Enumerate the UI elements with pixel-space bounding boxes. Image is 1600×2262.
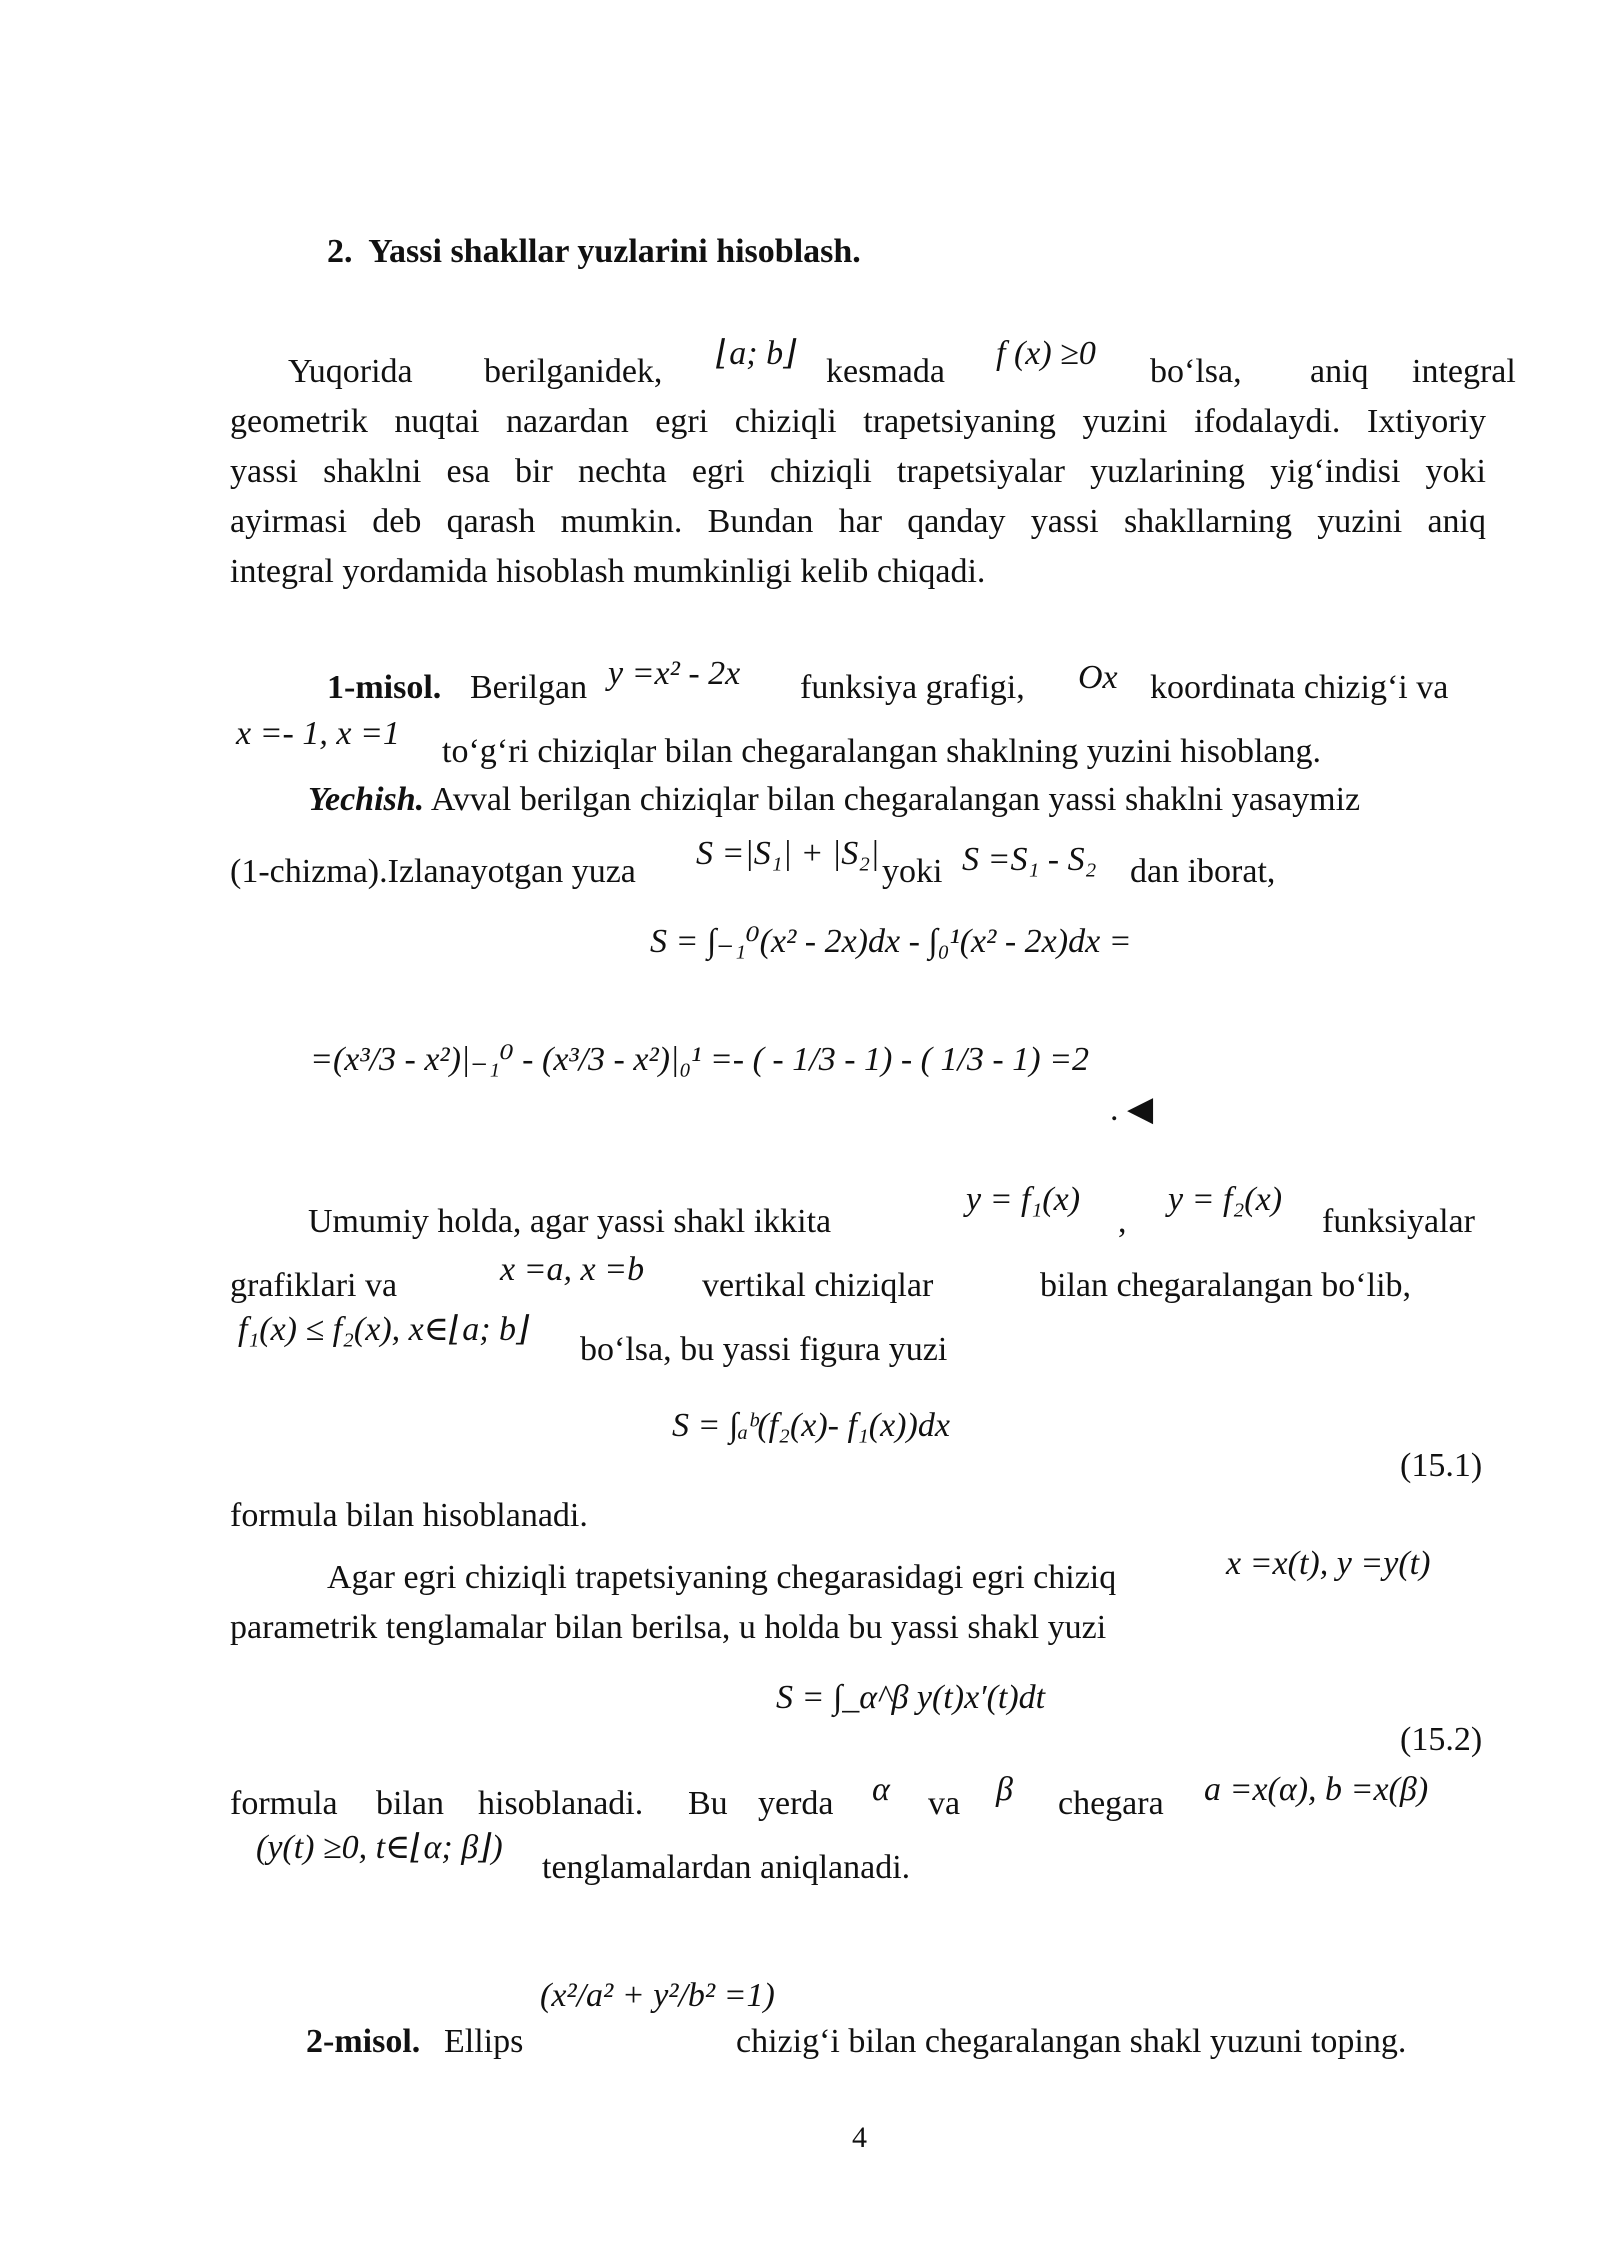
para1-word: berilganidek, <box>484 353 663 390</box>
general-text: bilan chegaralangan bo‘lib, <box>1040 1267 1412 1304</box>
section-number: 2. <box>327 233 353 270</box>
parametric-eq-math: x =x(t), y =y(t) <box>1226 1545 1431 1582</box>
comma: , <box>1118 1203 1127 1240</box>
para1-line: yassi shaklni esa bir nechta egri chiziqli trapetsiyalar yuzlarining yig‘indisi yoki <box>230 453 1486 490</box>
para1-line: ayirmasi deb qarash mumkin. Bundan har qanday yassi shakllarning yuzini aniq <box>230 503 1486 540</box>
section-heading <box>327 232 861 272</box>
example2-label: 2-misol. <box>306 2023 421 2060</box>
general-text: formula bilan hisoblanadi. <box>230 1497 588 1534</box>
example2-text: Ellips <box>444 2023 524 2060</box>
example1-text: Berilgan <box>470 669 588 706</box>
example1-text: (1-chizma).Izlanayotgan yuza <box>230 853 636 890</box>
bounds-math: a =x(α), b =x(β) <box>1204 1771 1429 1808</box>
page-number: 4 <box>852 2121 867 2154</box>
beta-math: β <box>996 1771 1013 1808</box>
result-formula: =(x³/3 - x²)|₋₁⁰ - (x³/3 - x²)|₀¹ =- ( - 1/3 - 1) - ( 1/3 - 1) =2 <box>310 1041 1090 1078</box>
function-math: y =x² - 2x <box>608 655 741 692</box>
vertical-lines-math: x =a, x =b <box>500 1251 645 1288</box>
general-text: funksiyalar <box>1322 1203 1475 1240</box>
general-text: Umumiy holda, agar yassi shakl ikkita <box>308 1203 832 1240</box>
parametric-word: yerda <box>758 1785 834 1822</box>
integral-formula: S = ∫₋₁⁰(x² - 2x)dx - ∫₀¹(x² - 2x)dx = <box>650 923 1132 960</box>
general-text: grafiklari va <box>230 1267 398 1304</box>
example1-label: 1-misol. <box>327 669 442 706</box>
parametric-word: Bu <box>688 1785 728 1822</box>
para1-word: kesmada <box>826 353 945 390</box>
parametric-word: bilan <box>376 1785 444 1822</box>
equation-number: (15.2) <box>1400 1721 1483 1758</box>
function2-math: y = f₂(x) <box>1168 1181 1283 1218</box>
positivity-condition-math: (y(t) ≥0, t∈⌊α; β⌋) <box>256 1829 503 1866</box>
solution-label: Yechish. <box>308 781 425 818</box>
para1-word: aniq <box>1310 353 1369 390</box>
example2-text: chizig‘i bilan chegaralangan shakl yuzuni toping. <box>736 2023 1407 2060</box>
parametric-word: hisoblanadi. <box>478 1785 644 1822</box>
solution-text: Avval berilgan chiziqlar bilan chegaralangan yassi shaklni yasaymiz <box>430 781 1361 818</box>
para1-word: integral <box>1412 353 1516 390</box>
para1-word: bo‘lsa, <box>1150 353 1242 390</box>
order-condition-math: f₁(x) ≤ f₂(x), x∈⌊a; b⌋ <box>238 1311 530 1348</box>
lines-math: x =- 1, x =1 <box>236 715 400 752</box>
area-formula-15-1: S = ∫ₐᵇ(f₂(x)- f₁(x))dx <box>672 1407 950 1444</box>
equation-number: (15.1) <box>1400 1447 1483 1484</box>
condition-math: f (x) ≥0 <box>996 335 1096 372</box>
area-formula-15-2: S = ∫_α^β y(t)x′(t)dt <box>776 1679 1046 1716</box>
parametric-word: chegara <box>1058 1785 1164 1822</box>
function1-math: y = f₁(x) <box>966 1181 1081 1218</box>
axis-math: Ox <box>1078 659 1118 696</box>
parametric-text: tenglamalardan aniqlanadi. <box>542 1849 911 1886</box>
ellipse-equation-math: (x²/a² + y²/b² =1) <box>540 1977 775 2014</box>
alpha-math: α <box>872 1771 890 1808</box>
para1-line: geometrik nuqtai nazardan egri chiziqli trapetsiyaning yuzini ifodalaydi. Ixtiyoriy <box>230 403 1486 440</box>
interval-math: ⌊a; b⌋ <box>716 335 797 372</box>
parametric-word: va <box>928 1785 961 1822</box>
section-title: Yassi shakllar yuzlarini hisoblash. <box>368 233 861 270</box>
general-text: bo‘lsa, bu yassi figura yuzi <box>580 1331 948 1368</box>
parametric-text: Agar egri chiziqli trapetsiyaning chegarasidagi egri chiziq <box>327 1559 1117 1596</box>
example1-text: funksiya grafigi, <box>800 669 1025 706</box>
para1-line: integral yordamida hisoblash mumkinligi kelib chiqadi. <box>230 553 986 590</box>
example1-text: koordinata chizig‘i va <box>1150 669 1449 706</box>
para1-word: Yuqorida <box>288 353 413 390</box>
area-diff-math: S =S₁ - S₂ <box>962 841 1097 878</box>
area-abs-math: S =|S₁| + |S₂| <box>696 835 880 872</box>
end-mark: . ◀ <box>1110 1091 1154 1128</box>
parametric-text: parametrik tenglamalar bilan berilsa, u holda bu yassi shakl yuzi <box>230 1609 1107 1646</box>
general-text: vertikal chiziqlar <box>702 1267 934 1304</box>
parametric-word: formula <box>230 1785 338 1822</box>
example1-text: dan iborat, <box>1130 853 1276 890</box>
example1-text: to‘g‘ri chiziqlar bilan chegaralangan shaklning yuzini hisoblang. <box>442 733 1322 770</box>
example1-text: yoki <box>882 853 943 890</box>
